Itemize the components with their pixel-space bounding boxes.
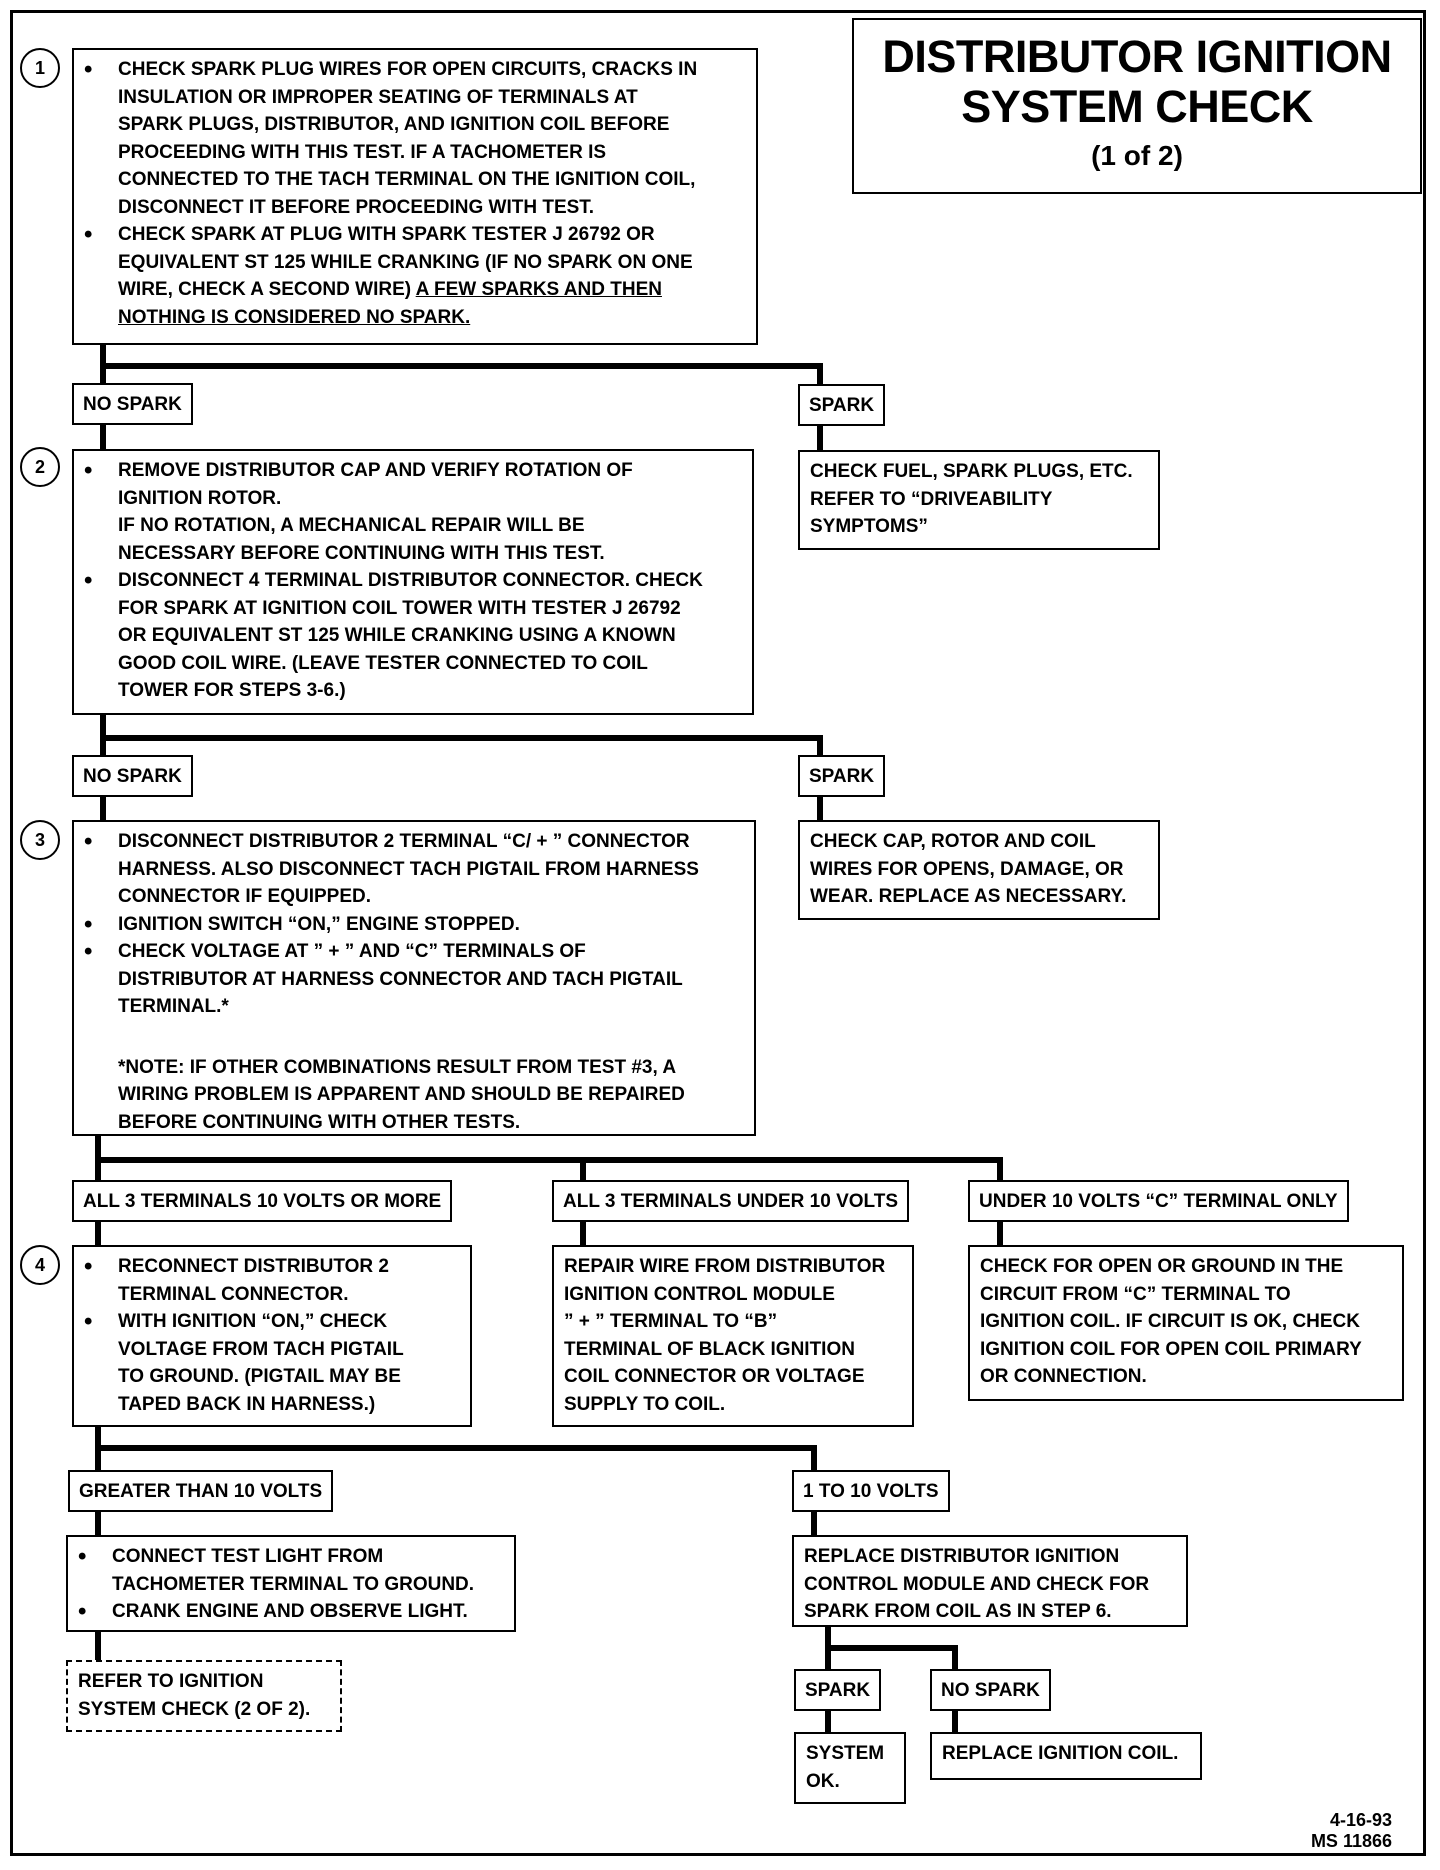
action-check-cap: CHECK CAP, ROTOR AND COIL WIRES FOR OPENS, DAMAGE, OR WEAR. REPLACE AS NECESSARY. <box>798 820 1160 920</box>
label-spark-2: SPARK <box>798 755 885 797</box>
step-1-box <box>72 48 758 345</box>
title-subtitle: (1 of 2) <box>1091 140 1183 171</box>
title-box <box>852 18 1422 194</box>
action-refer-2-of-2: REFER TO IGNITION SYSTEM CHECK (2 OF 2). <box>66 1660 342 1732</box>
step-3-note: *NOTE: IF OTHER COMBINATIONS RESULT FROM TEST #3, A WIRING PROBLEM IS APPARENT AND SHOULD BE REPAIRED BEFORE CONTINUING WITH OTHER TESTS. <box>118 1056 685 1133</box>
label-no-spark-2: NO SPARK <box>72 755 193 797</box>
test-light-bullet-2: • CRANK ENGINE AND OBSERVE LIGHT. <box>112 1598 504 1626</box>
step-1-number: 1 <box>20 48 60 88</box>
action-check-open-ground: CHECK FOR OPEN OR GROUND IN THE CIRCUIT FROM “C” TERMINAL TO IGNITION COIL. IF CIRCUIT IS OK, CHECK IGNITION COIL FOR OPEN COIL PRIMARY OR CONNECTION. <box>968 1245 1404 1401</box>
step-2-bullet-1: • REMOVE DISTRIBUTOR CAP AND VERIFY ROTATION OF IGNITION ROTOR. IF NO ROTATION, A MECHANICAL REPAIR WILL BE NECESSARY BEFORE CONTINUING WITH THIS TEST. <box>118 457 742 567</box>
label-1-to-10: 1 TO 10 VOLTS <box>792 1470 950 1512</box>
label-all3-under-10: ALL 3 TERMINALS UNDER 10 VOLTS <box>552 1180 909 1222</box>
title-line2: SYSTEM CHECK <box>961 81 1313 132</box>
test-light-bullet-1: • CONNECT TEST LIGHT FROM TACHOMETER TERMINAL TO GROUND. <box>112 1543 504 1598</box>
label-no-spark-1: NO SPARK <box>72 383 193 425</box>
step-4-bullet-2: • WITH IGNITION “ON,” CHECK VOLTAGE FROM TACH PIGTAIL TO GROUND. (PIGTAIL MAY BE TAPED BACK IN HARNESS.) <box>118 1308 460 1418</box>
footer-codes <box>1311 1810 1392 1852</box>
result-replace-coil: REPLACE IGNITION COIL. <box>930 1732 1202 1780</box>
action-test-light <box>66 1535 516 1632</box>
step-3-bullet-2: • IGNITION SWITCH “ON,” ENGINE STOPPED. <box>118 911 744 939</box>
label-under10-c-only: UNDER 10 VOLTS “C” TERMINAL ONLY <box>968 1180 1349 1222</box>
action-repair-wire: REPAIR WIRE FROM DISTRIBUTOR IGNITION CONTROL MODULE ” + ” TERMINAL TO “B” TERMINAL OF BLACK IGNITION COIL CONNECTOR OR VOLTAGE SUPPLY TO COIL. <box>552 1245 914 1427</box>
step-3-number: 3 <box>20 820 60 860</box>
label-all3-10-or-more: ALL 3 TERMINALS 10 VOLTS OR MORE <box>72 1180 452 1222</box>
step-4-bullet-1: • RECONNECT DISTRIBUTOR 2 TERMINAL CONNECTOR. <box>118 1253 460 1308</box>
step-4-box <box>72 1245 472 1427</box>
footer-date: 4-16-93 <box>1329 1810 1392 1830</box>
step-2-box <box>72 449 754 715</box>
footer-code: MS 11866 <box>1310 1831 1392 1851</box>
title-line1: DISTRIBUTOR IGNITION <box>882 31 1392 82</box>
label-spark-3: SPARK <box>794 1669 881 1711</box>
step-1-bullet-1: • CHECK SPARK PLUG WIRES FOR OPEN CIRCUITS, CRACKS IN INSULATION OR IMPROPER SEATING OF TERMINALS AT SPARK PLUGS, DISTRIBUTOR, AND IGNITION COIL BEFORE PROCEEDING WITH THIS TEST. IF A TACHOMETER IS CONNECTED TO THE TACH TERMINAL ON THE IGNITION COIL, DISCONNECT IT BEFORE PROCEEDING WITH TEST. <box>118 56 746 221</box>
step-1-bullet-2: • CHECK SPARK AT PLUG WITH SPARK TESTER J 26792 OR EQUIVALENT ST 125 WHILE CRANKING (IF NO SPARK ON ONE WIRE, CHECK A SECOND WIRE) A FEW SPARKS AND THEN NOTHING IS CONSIDERED NO SPARK. <box>118 221 746 331</box>
step-2-bullet-2: • DISCONNECT 4 TERMINAL DISTRIBUTOR CONNECTOR. CHECK FOR SPARK AT IGNITION COIL TOWER WITH TESTER J 26792 OR EQUIVALENT ST 125 WHILE CRANKING USING A KNOWN GOOD COIL WIRE. (LEAVE TESTER CONNECTED TO COIL TOWER FOR STEPS 3-6.) <box>118 567 742 705</box>
step-3-bullet-3: • CHECK VOLTAGE AT ” + ” AND “C” TERMINALS OF DISTRIBUTOR AT HARNESS CONNECTOR AND TACH PIGTAIL TERMINAL.* <box>118 938 744 1021</box>
label-no-spark-3: NO SPARK <box>930 1669 1051 1711</box>
action-check-fuel: CHECK FUEL, SPARK PLUGS, ETC. REFER TO “DRIVEABILITY SYMPTOMS” <box>798 450 1160 550</box>
step-3-box <box>72 820 756 1136</box>
label-greater-than-10: GREATER THAN 10 VOLTS <box>68 1470 333 1512</box>
step-4-number: 4 <box>20 1245 60 1285</box>
step-3-bullet-1: • DISCONNECT DISTRIBUTOR 2 TERMINAL “C/ + ” CONNECTOR HARNESS. ALSO DISCONNECT TACH PIGTAIL FROM HARNESS CONNECTOR IF EQUIPPED. <box>118 828 744 911</box>
result-system-ok: SYSTEM OK. <box>794 1732 906 1804</box>
step-2-number: 2 <box>20 447 60 487</box>
action-replace-module: REPLACE DISTRIBUTOR IGNITION CONTROL MODULE AND CHECK FOR SPARK FROM COIL AS IN STEP 6. <box>792 1535 1188 1627</box>
label-spark-1: SPARK <box>798 384 885 426</box>
